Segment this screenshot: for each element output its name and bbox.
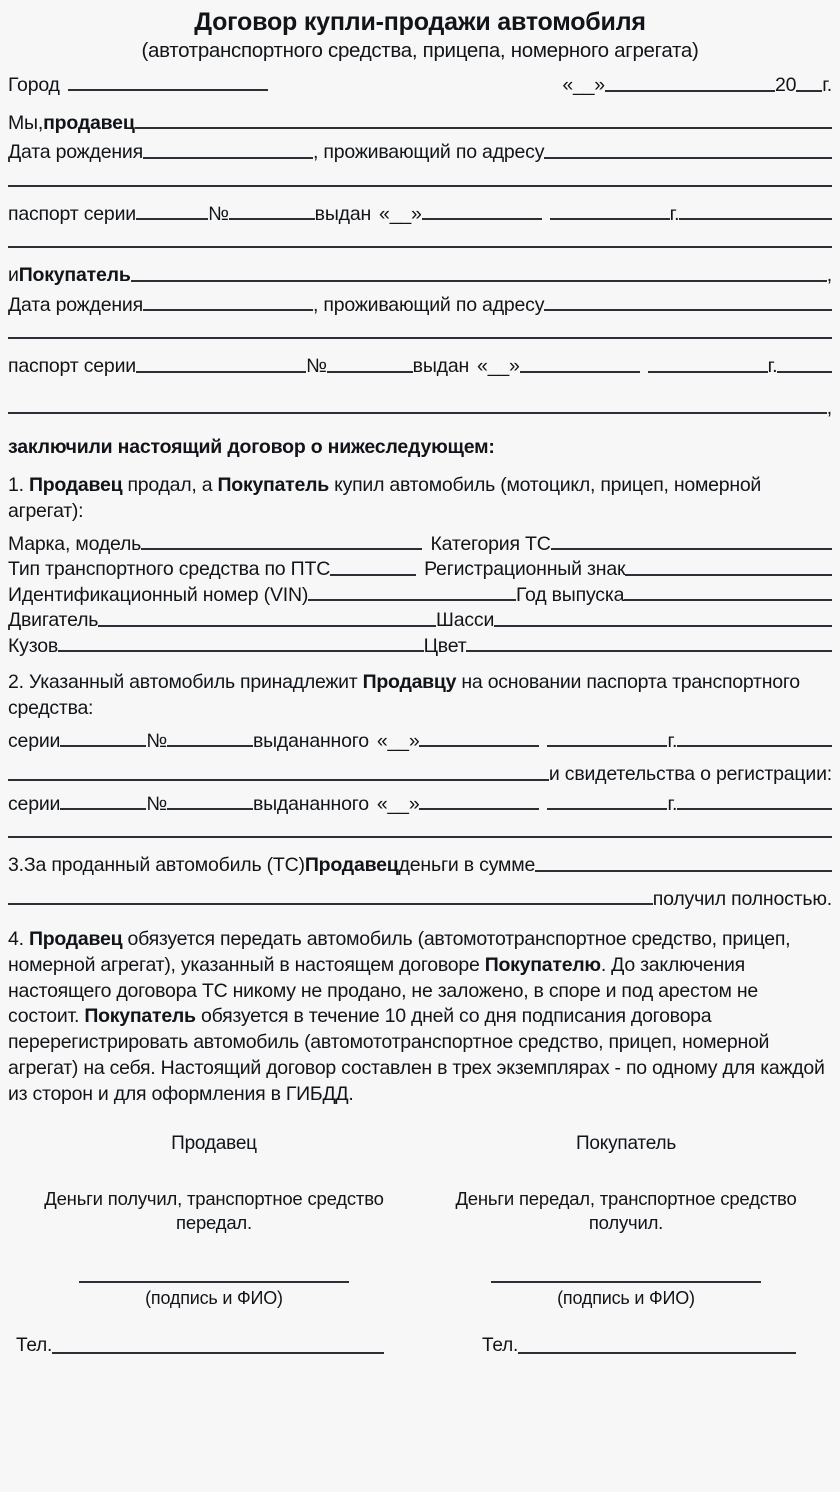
category-input-rule[interactable]: [551, 548, 832, 550]
buyer-issue-year-suffix: г.: [767, 355, 778, 378]
clause-4-part1: обязуется передать автомобиль (автомототранспортное средство, прицеп, номерной агрегат), указанный в настоящем договоре: [8, 928, 791, 976]
pts-issuer-input-rule[interactable]: [677, 745, 832, 747]
page-title: Договор купли-продажи автомобиля: [194, 8, 646, 36]
clause-1-number: 1.: [8, 474, 29, 497]
clause-3-amount-continuation-rule[interactable]: [8, 903, 653, 905]
clause-1-mid2: купил автомобиль (мотоцикл, прицеп, номерной агрегат):: [8, 474, 762, 523]
body-label: Кузов: [8, 634, 59, 657]
pts-issued-label: выдананного: [252, 729, 369, 752]
seller-issue-month-rule[interactable]: [422, 218, 542, 220]
clause-2-text: [8, 670, 832, 721]
buyer-address-input-rule[interactable]: [544, 309, 832, 311]
buyer-name-input-rule[interactable]: [131, 280, 827, 282]
seller-issuer-continuation-rule[interactable]: [8, 246, 832, 248]
buyer-issued-label: выдан: [412, 355, 470, 378]
year-input-rule[interactable]: [624, 599, 832, 601]
seller-issue-year-suffix: г.: [669, 202, 680, 225]
pts-issue-year-rule[interactable]: [547, 745, 667, 747]
clause-3-before: За проданный автомобиль (ТС): [23, 854, 305, 877]
clause-4-text: [8, 927, 832, 1107]
pts-series-input-rule[interactable]: [60, 745, 146, 747]
year-suffix-label: г.: [822, 74, 832, 97]
seller-address-input-rule[interactable]: [544, 157, 832, 159]
day-field-label[interactable]: «__»: [562, 74, 605, 97]
reg-plate-input-rule[interactable]: [625, 574, 832, 576]
clause-2-seller-bold: Продавцу: [362, 671, 457, 694]
seller-passport-number-rule[interactable]: [229, 218, 315, 220]
buyer-intro-bold: Покупатель: [18, 264, 131, 287]
buyer-phone-label: Тел.: [482, 1335, 519, 1357]
pts-series-row: [8, 729, 832, 752]
buyer-passport-row: [8, 357, 832, 377]
cert-issue-day-label[interactable]: «__»: [376, 792, 420, 815]
clause-3-seller-bold: Продавец: [304, 854, 399, 877]
clause-4-buyer-dative-bold: Покупателю: [484, 953, 601, 976]
month-input-rule[interactable]: [605, 90, 775, 92]
seller-birth-address-row: [8, 143, 832, 163]
buyer-intro-prefix: и: [8, 264, 19, 287]
color-input-rule[interactable]: [466, 650, 832, 652]
buyer-issue-year-rule[interactable]: [648, 371, 768, 373]
seller-address-label: , проживающий по адресу: [312, 141, 545, 164]
city-label: Город: [8, 74, 60, 97]
clause-3-amount-input-rule[interactable]: [535, 870, 832, 872]
cert-series-label: серии: [8, 792, 61, 815]
buyer-passport-series-rule[interactable]: [136, 371, 306, 373]
seller-birth-label: Дата рождения: [8, 141, 143, 164]
cert-issue-year-rule[interactable]: [547, 808, 667, 810]
clause-2-number: 2.: [8, 671, 29, 694]
chassis-input-rule[interactable]: [494, 625, 832, 627]
engine-input-rule[interactable]: [98, 625, 436, 627]
page-subtitle: (автотранспортного средства, прицепа, номерного агрегата): [141, 38, 699, 62]
registration-cert-label: и свидетельства о регистрации:: [548, 763, 832, 786]
clause-1-text: [8, 473, 832, 524]
signature-section: [8, 1133, 832, 1309]
buyer-birth-input-rule[interactable]: [143, 309, 313, 311]
buyer-address-label: , проживающий по адресу: [312, 293, 545, 316]
seller-issue-day-label[interactable]: «__»: [379, 202, 422, 225]
buyer-address-continuation-rule[interactable]: [8, 337, 832, 339]
pts-issuer-continuation-rule[interactable]: [8, 779, 549, 781]
brand-model-input-rule[interactable]: [141, 548, 422, 550]
clause-3-continuation-row: [8, 887, 832, 910]
reg-plate-label: Регистрационный знак: [424, 558, 626, 581]
brand-model-label: Марка, модель: [8, 532, 142, 555]
year-label: Год выпуска: [515, 583, 625, 606]
buyer-intro-row: [8, 266, 832, 286]
clause-4-part2: . До заключения настоящего договора ТС никому не продано, не заложено, в споре и под арестом не состоит.: [8, 953, 758, 1028]
seller-intro-bold: продавец: [43, 111, 135, 134]
seller-passport-series-rule[interactable]: [136, 218, 208, 220]
type-pts-input-rule[interactable]: [330, 574, 416, 576]
number-sign: №: [305, 355, 327, 378]
seller-phone-row: [8, 1335, 420, 1357]
engine-label: Двигатель: [8, 609, 99, 632]
seller-intro-prefix: Мы,: [8, 111, 44, 134]
cert-series-row: [8, 792, 832, 815]
seller-phone-input-rule[interactable]: [52, 1352, 384, 1354]
type-pts-label: Тип транспортного средства по ПТС: [8, 558, 331, 581]
buyer-birth-address-row: [8, 293, 832, 316]
seller-signature-block: [8, 1133, 420, 1309]
engine-chassis-row: [8, 611, 832, 631]
buyer-signature-line[interactable]: [491, 1281, 761, 1283]
city-input-rule[interactable]: [68, 89, 268, 91]
chassis-label: Шасси: [436, 609, 495, 632]
buyer-issuer-continuation-rule[interactable]: [8, 412, 827, 414]
buyer-signature-block: [420, 1133, 832, 1309]
city-date-row: [8, 76, 832, 96]
seller-issue-year-rule[interactable]: [550, 218, 670, 220]
buyer-phone-input-rule[interactable]: [518, 1352, 796, 1354]
buyer-issuer-continuation-row: [8, 396, 832, 419]
seller-intro-row: [8, 111, 832, 134]
number-sign: №: [146, 729, 167, 752]
pts-issue-day-label[interactable]: «__»: [376, 729, 420, 752]
pts-number-input-rule[interactable]: [167, 745, 253, 747]
cert-issuer-input-rule[interactable]: [677, 808, 832, 810]
buyer-issue-day-label[interactable]: «__»: [477, 355, 520, 378]
pts-issue-year-suffix: г.: [667, 729, 678, 752]
registration-cert-row: [8, 765, 832, 785]
buyer-issuer-input-rule[interactable]: [777, 371, 832, 373]
number-sign: №: [146, 792, 167, 815]
seller-signature-line[interactable]: [79, 1281, 349, 1283]
seller-address-continuation-rule[interactable]: [8, 185, 832, 187]
seller-passport-label: паспорт серии: [8, 202, 136, 225]
year-prefix-label: 20: [774, 74, 797, 97]
pts-issue-month-rule[interactable]: [419, 745, 539, 747]
seller-birth-input-rule[interactable]: [143, 157, 313, 159]
seller-confirmation-note: Деньги получил, транспортное средство передал.: [44, 1188, 384, 1234]
body-color-row: [8, 634, 832, 657]
clause-1-mid1: продал, а: [122, 474, 218, 497]
vin-year-row: [8, 583, 832, 606]
clause-3-after: деньги в сумме: [398, 854, 536, 877]
cert-series-input-rule[interactable]: [60, 808, 146, 810]
cert-issue-month-rule[interactable]: [419, 808, 539, 810]
buyer-passport-number-rule[interactable]: [327, 371, 413, 373]
category-label: Категория ТС: [430, 532, 551, 555]
body-input-rule[interactable]: [58, 650, 424, 652]
seller-phone-label: Тел.: [16, 1335, 53, 1357]
buyer-signature-caption: (подпись и ФИО): [557, 1288, 695, 1309]
clause-3-row: [8, 856, 832, 876]
type-plate-row: [8, 560, 832, 580]
buyer-birth-label: Дата рождения: [8, 293, 143, 316]
color-label: Цвет: [423, 634, 467, 657]
vin-input-rule[interactable]: [308, 599, 516, 601]
seller-issued-label: выдан: [314, 202, 372, 225]
cert-issuer-continuation-rule[interactable]: [8, 836, 832, 838]
seller-passport-row: [8, 202, 832, 225]
agreement-intro: заключили настоящий договор о нижеследующем:: [8, 436, 495, 459]
clause-3-number: 3.: [8, 854, 24, 877]
seller-name-input-rule[interactable]: [135, 127, 832, 129]
cert-number-input-rule[interactable]: [167, 808, 253, 810]
clause-1-seller-bold: Продавец: [28, 474, 123, 497]
clause-3-received-label: получил полностью.: [652, 887, 832, 910]
clause-4-part3: обязуется в течение 10 дней со дня подписания договора перерегистрировать автомобиль (автомототранспортное средство, прицеп, номерной агрегат) на себя. Настоящий договор составлен в трех экземплярах - по одному для каждой из сторон и для оформления в ГИБДД.: [8, 1005, 825, 1105]
buyer-tail-comma: ,: [826, 396, 832, 419]
vin-label: Идентификационный номер (VIN): [8, 583, 309, 606]
buyer-passport-label: паспорт серии: [8, 355, 136, 378]
brand-category-row: [8, 532, 832, 555]
clause-4-number: 4.: [8, 928, 29, 951]
number-sign: №: [207, 202, 229, 225]
seller-issuer-input-rule[interactable]: [679, 218, 832, 220]
seller-signature-caption: (подпись и ФИО): [145, 1288, 283, 1309]
year-input-rule[interactable]: [796, 90, 822, 92]
seller-role-label: Продавец: [171, 1133, 257, 1155]
phone-section: [8, 1335, 832, 1357]
cert-issue-year-suffix: г.: [667, 792, 678, 815]
clause-4-buyer-bold: Покупатель: [84, 1005, 196, 1028]
buyer-role-label: Покупатель: [575, 1133, 677, 1155]
buyer-intro-tail: ,: [826, 264, 832, 287]
cert-issued-label: выдананного: [252, 792, 369, 815]
buyer-phone-row: [420, 1335, 832, 1357]
pts-series-label: серии: [8, 729, 61, 752]
buyer-confirmation-note: Деньги передал, транспортное средство получил.: [455, 1188, 797, 1234]
clause-4-seller-bold: Продавец: [28, 928, 123, 951]
buyer-issue-month-rule[interactable]: [520, 371, 640, 373]
clause-2-before: Указанный автомобиль принадлежит: [28, 671, 363, 694]
clause-2-after: на основании паспорта транспортного средства:: [8, 671, 800, 720]
clause-1-buyer-bold: Покупатель: [217, 474, 329, 497]
